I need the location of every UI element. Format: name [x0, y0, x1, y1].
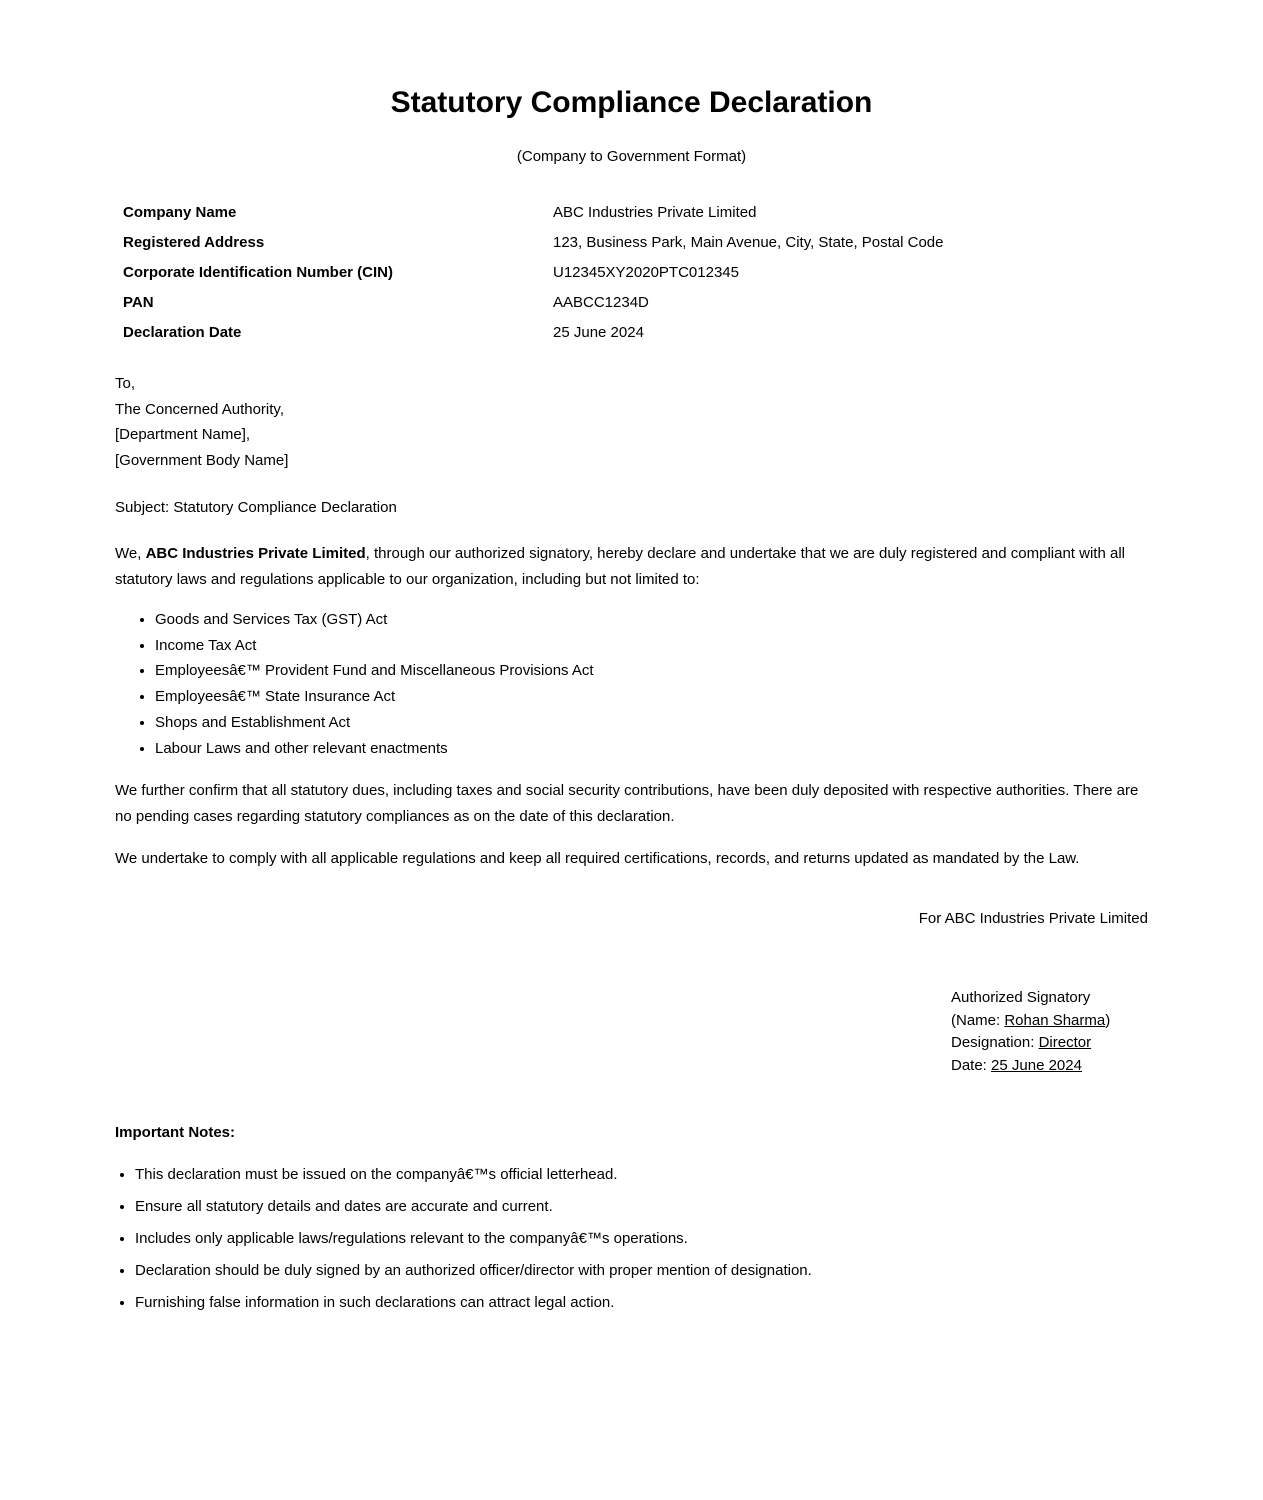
signatory-name: Rohan Sharma — [1004, 1011, 1106, 1029]
detail-value-company-name: ABC Industries Private Limited — [553, 203, 757, 221]
signatory-designation-line — [951, 1032, 1148, 1055]
recipient-line-department: [Department Name], — [115, 426, 251, 443]
subject-line: Subject: Statutory Compliance Declaration — [115, 499, 397, 516]
detail-label-declaration-date: Declaration Date — [123, 323, 242, 341]
for-company-line: For ABC Industries Private Limited — [918, 910, 1148, 928]
intro-company-name: ABC Industries Private Limited — [145, 545, 366, 562]
list-item-state-insurance-act: • Employeesâ€™ State Insurance Act — [155, 684, 1148, 710]
note-item-signed-by-officer: • Declaration should be duly signed by an authorized officer/director with proper mention of designation. — [135, 1260, 1148, 1282]
signatory-date: 25 June 2024 — [991, 1056, 1082, 1074]
note-item-letterhead: • This declaration must be issued on the companyâ€™s official letterhead. — [135, 1164, 1148, 1186]
signatory-name-suffix: ) — [1105, 1011, 1111, 1029]
detail-label-company-name: Company Name — [123, 203, 237, 221]
recipient-line-government-body: [Government Body Name] — [115, 451, 289, 469]
table-row — [115, 227, 1148, 257]
signatory-designation: Director — [1038, 1034, 1092, 1052]
detail-label-pan: PAN — [123, 293, 154, 311]
page-subtitle: (Company to Government Format) — [516, 148, 747, 165]
signatory-block — [951, 987, 1148, 1077]
signatory-name-prefix: (Name: — [951, 1011, 1005, 1029]
signatory-title: Authorized Signatory — [951, 989, 1091, 1007]
list-item-income-tax-act: • Income Tax Act — [155, 633, 1148, 659]
signatory-date-line — [951, 1055, 1148, 1078]
list-item-gst-act: • Goods and Services Tax (GST) Act — [155, 607, 1148, 633]
intro-text-after: , through our authorized signatory, hereby declare and undertake that we are duly registered and compliant with all statutory laws and regulations applicable to our organization, including but not limited to: — [115, 545, 1125, 588]
table-row — [115, 197, 1148, 227]
company-details-table — [115, 197, 1148, 347]
intro-text-before: We, — [115, 545, 146, 562]
list-item-shops-establishment-act: • Shops and Establishment Act — [155, 710, 1148, 736]
important-notes-list — [115, 1164, 1148, 1314]
document-page — [115, 85, 1148, 1314]
recipient-line-to: To, — [115, 375, 136, 392]
signatory-name-line — [951, 1010, 1148, 1033]
confirmation-paragraph: We further confirm that all statutory dues, including taxes and social security contributions, have been duly deposited with respective authorities. There are no pending cases regarding statutory compliances as on the date of this declaration. — [115, 782, 1139, 826]
list-item-provident-fund-act: • Employeesâ€™ Provident Fund and Miscellaneous Provisions Act — [155, 658, 1148, 684]
table-row — [115, 257, 1148, 287]
acts-list — [115, 607, 1148, 761]
table-row — [115, 287, 1148, 317]
note-item-accuracy: • Ensure all statutory details and dates are accurate and current. — [135, 1196, 1148, 1218]
detail-value-cin: U12345XY2020PTC012345 — [553, 263, 739, 281]
recipient-block — [115, 371, 1148, 473]
intro-paragraph — [115, 541, 1148, 593]
signatory-date-label: Date: — [951, 1056, 992, 1074]
important-notes-heading: Important Notes: — [115, 1124, 235, 1142]
list-item-labour-laws: • Labour Laws and other relevant enactments — [155, 736, 1148, 762]
detail-label-cin: Corporate Identification Number (CIN) — [123, 263, 394, 281]
detail-value-declaration-date: 25 June 2024 — [553, 323, 644, 341]
detail-value-registered-address: 123, Business Park, Main Avenue, City, State, Postal Code — [553, 233, 944, 251]
note-item-false-information: • Furnishing false information in such declarations can attract legal action. — [135, 1292, 1148, 1314]
note-item-applicable-laws: • Includes only applicable laws/regulations relevant to the companyâ€™s operations. — [135, 1228, 1148, 1250]
undertaking-paragraph: We undertake to comply with all applicable regulations and keep all required certifications, records, and returns updated as mandated by the Law. — [115, 850, 1080, 868]
recipient-line-authority: The Concerned Authority, — [115, 400, 284, 418]
table-row — [115, 317, 1148, 347]
detail-label-registered-address: Registered Address — [123, 233, 265, 251]
page-title: Statutory Compliance Declaration — [390, 86, 873, 119]
signatory-designation-label: Designation: — [951, 1034, 1039, 1052]
detail-value-pan: AABCC1234D — [553, 293, 649, 311]
